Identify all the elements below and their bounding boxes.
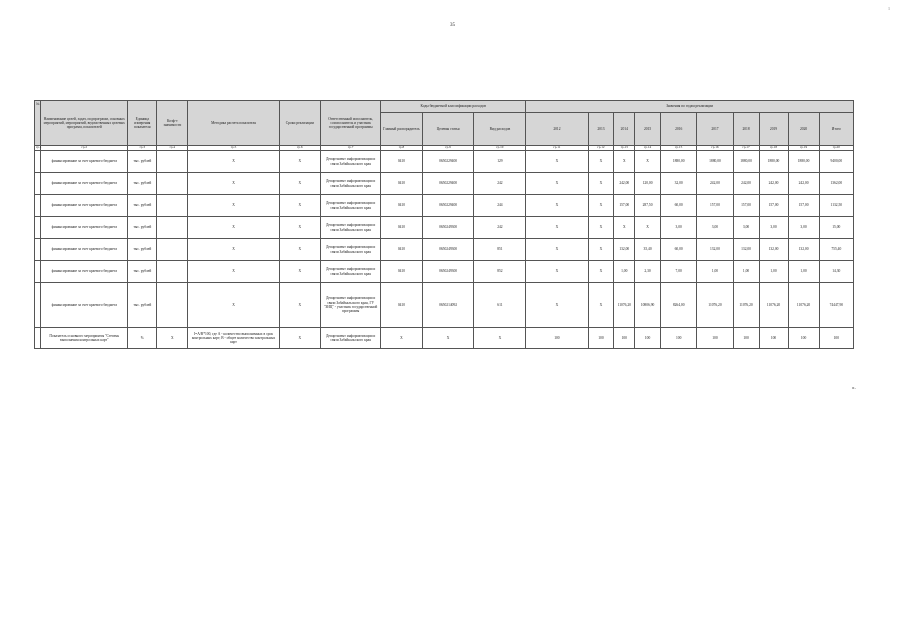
header-year: 2018	[733, 113, 759, 146]
row-name: финансирование за счет краевого бюджета	[41, 283, 128, 328]
row-value: X	[526, 173, 588, 195]
row-value: 1880,00	[661, 151, 697, 173]
row-value: X	[588, 195, 614, 217]
row-value: 242,00	[788, 173, 819, 195]
row-value: 1,00	[733, 261, 759, 283]
row-term: X	[279, 239, 320, 261]
col-number: гр.9	[422, 146, 474, 151]
col-number: гр.11	[526, 146, 588, 151]
row-executor: Департамент информатизации и связи Забайкальского края	[321, 195, 381, 217]
row-value: 10806,90	[635, 283, 661, 328]
row-value: X	[526, 217, 588, 239]
indicator-kind: X	[474, 328, 526, 349]
col-number: гр.1	[36, 145, 42, 150]
indicator-row	[35, 328, 854, 349]
row-coef	[157, 283, 188, 328]
col-number: гр.13	[614, 146, 635, 151]
indicator-value: 100	[635, 328, 661, 349]
row-unit: тыс. рублей	[128, 283, 157, 328]
row-value: 157,00	[697, 195, 733, 217]
row-value: 11076,20	[614, 283, 635, 328]
col-number: гр.6	[279, 146, 320, 151]
row-value: 132,00	[697, 239, 733, 261]
row-kind: 851	[474, 239, 526, 261]
row-value: X	[588, 173, 614, 195]
row-target: 0650249300	[422, 217, 474, 239]
row-executor: Департамент информатизации и связи Забайкальского края	[321, 173, 381, 195]
header-year: 2013	[588, 113, 614, 146]
row-kind: 244	[474, 195, 526, 217]
row-value: X	[588, 239, 614, 261]
row-main: 0410	[381, 151, 422, 173]
row-value: 2,30	[635, 261, 661, 283]
indicator-target: X	[422, 328, 474, 349]
row-value: X	[526, 239, 588, 261]
indicator-total: 100	[819, 328, 853, 349]
row-total: 74447,90	[819, 283, 853, 328]
row-target: 0650249300	[422, 239, 474, 261]
row-name: финансирование за счет краевого бюджета	[41, 195, 128, 217]
col-number: гр.3	[128, 146, 157, 151]
row-value: X	[635, 151, 661, 173]
row-value: 3,00	[697, 217, 733, 239]
corner-mark: 1	[888, 6, 890, 11]
col-number: гр.17	[733, 146, 759, 151]
table-row	[35, 195, 854, 217]
row-unit: тыс. рублей	[128, 217, 157, 239]
header-name: Наименование целей, задач, подпрограмм, основных мероприятий, мероприятий, ведомственных целевых программ, показателей	[41, 101, 128, 146]
row-value: 1,00	[697, 261, 733, 283]
row-unit: тыс. рублей	[128, 239, 157, 261]
row-value: 157,00	[614, 195, 635, 217]
row-value: 3,00	[661, 217, 697, 239]
row-executor: Департамент информатизации и связи Забайкальского края	[321, 151, 381, 173]
row-value: 35,40	[635, 239, 661, 261]
row-term: X	[279, 195, 320, 217]
budget-table	[34, 100, 854, 349]
header-year: 2017	[697, 113, 733, 146]
row-value: X	[526, 151, 588, 173]
header-unit: Единица измерения показателя	[128, 101, 157, 146]
row-value: 3,00	[733, 217, 759, 239]
header-year: 2016	[661, 113, 697, 146]
row-unit: тыс. рублей	[128, 195, 157, 217]
row-value: X	[526, 283, 588, 328]
indicator-value: 100	[759, 328, 788, 349]
row-target: 0650229400	[422, 195, 474, 217]
col-number: гр.15	[661, 146, 697, 151]
row-total: 9400,00	[819, 151, 853, 173]
table-row	[35, 217, 854, 239]
row-name: финансирование за счет краевого бюджета	[41, 173, 128, 195]
header-year: 2019	[759, 113, 788, 146]
row-value: 8264,00	[661, 283, 697, 328]
indicator-value: 100	[788, 328, 819, 349]
header-year: 2014	[614, 113, 635, 146]
row-main: 0410	[381, 283, 422, 328]
indicator-value: 100	[588, 328, 614, 349]
row-value: X	[526, 195, 588, 217]
header-values: Значения по годам реализации	[526, 101, 854, 113]
row-value: 120,00	[635, 173, 661, 195]
indicator-term: X	[279, 328, 320, 349]
row-name: финансирование за счет краевого бюджета	[41, 151, 128, 173]
row-value: 242,00	[614, 173, 635, 195]
row-value: 242,00	[759, 173, 788, 195]
indicator-executor: Департамент информатизации и связи Забайкальского края	[321, 328, 381, 349]
header-year: 2015	[635, 113, 661, 146]
row-value: 242,00	[733, 173, 759, 195]
row-kind: 242	[474, 173, 526, 195]
row-main: 0410	[381, 173, 422, 195]
col-number: гр.14	[635, 146, 661, 151]
row-value: 157,00	[788, 195, 819, 217]
row-value: 1880,00	[759, 151, 788, 173]
row-value: 11076,20	[788, 283, 819, 328]
row-value: 11076,20	[733, 283, 759, 328]
col-number: гр.16	[697, 146, 733, 151]
row-value: 1880,00	[697, 151, 733, 173]
indicator-unit: %	[128, 328, 157, 349]
header-code-kind: Вид расходов	[474, 113, 526, 146]
header-coef: Коэф-т значимости	[157, 101, 188, 146]
table-row	[35, 151, 854, 173]
col-number: гр.19	[788, 146, 819, 151]
row-target: 0650249300	[422, 261, 474, 283]
row-kind: 852	[474, 261, 526, 283]
row-main: 0410	[381, 261, 422, 283]
row-term: X	[279, 173, 320, 195]
header-no: №	[35, 101, 41, 146]
table-row	[35, 261, 854, 283]
row-main: 0410	[381, 239, 422, 261]
row-coef	[157, 173, 188, 195]
row-term: X	[279, 283, 320, 328]
row-total: 755,40	[819, 239, 853, 261]
row-value: 132,00	[614, 239, 635, 261]
row-unit: тыс. рублей	[128, 261, 157, 283]
row-value: X	[526, 261, 588, 283]
page-number: 35	[450, 23, 455, 28]
header-year: 2020	[788, 113, 819, 146]
row-value: 60,00	[661, 239, 697, 261]
row-name: финансирование за счет краевого бюджета	[41, 239, 128, 261]
row-value: 3,00	[788, 217, 819, 239]
row-value: 11076,20	[697, 283, 733, 328]
indicator-value: 100	[614, 328, 635, 349]
row-value: X	[588, 217, 614, 239]
header-total: Итого	[819, 113, 853, 146]
row-executor: Департамент информатизации и связи Забайкальского края	[321, 239, 381, 261]
row-executor: Департамент информатизации и связи Забайкальского края, ГУ "ЗИЦ" - участник государственной программы	[321, 283, 381, 328]
col-number: гр.8	[381, 146, 422, 151]
row-target: 0650229400	[422, 173, 474, 195]
header-term: Сроки реализации	[279, 101, 320, 146]
row-value: 132,00	[733, 239, 759, 261]
header-year: 2012	[526, 113, 588, 146]
row-kind: 129	[474, 151, 526, 173]
indicator-value: 100	[526, 328, 588, 349]
row-value: 60,00	[661, 195, 697, 217]
col-number: гр.5	[188, 146, 279, 151]
col-number: гр.18	[759, 146, 788, 151]
row-target: 0650214092	[422, 283, 474, 328]
row-target: 0650229400	[422, 151, 474, 173]
col-number: гр.20	[819, 146, 853, 151]
row-kind: 611	[474, 283, 526, 328]
indicator-main: X	[381, 328, 422, 349]
col-number: гр.7	[321, 146, 381, 151]
row-value: 1,00	[759, 261, 788, 283]
row-method: X	[188, 261, 279, 283]
row-coef	[157, 239, 188, 261]
row-coef	[157, 217, 188, 239]
col-number: гр.10	[474, 146, 526, 151]
row-value: X	[635, 217, 661, 239]
row-method: X	[188, 239, 279, 261]
row-executor: Департамент информатизации и связи Забайкальского края	[321, 261, 381, 283]
col-number: гр.2	[41, 146, 128, 151]
table-row	[35, 239, 854, 261]
header-code-main: Главный распорядитель	[381, 113, 422, 146]
row-executor: Департамент информатизации и связи Забайкальского края	[321, 217, 381, 239]
row-total: 14,30	[819, 261, 853, 283]
end-mark: ».	[852, 386, 856, 391]
row-main: 0410	[381, 195, 422, 217]
row-method: X	[188, 217, 279, 239]
col-number: гр.12	[588, 146, 614, 151]
table-row	[35, 283, 854, 328]
header-codes: Коды бюджетной классификации расходов	[381, 101, 526, 113]
row-value: 157,00	[733, 195, 759, 217]
row-value: 242,00	[697, 173, 733, 195]
row-value: X	[588, 261, 614, 283]
row-coef	[157, 151, 188, 173]
row-term: X	[279, 217, 320, 239]
row-value: 1880,00	[788, 151, 819, 173]
row-value: X	[588, 151, 614, 173]
row-value: 1,00	[614, 261, 635, 283]
row-kind: 242	[474, 217, 526, 239]
row-unit: тыс. рублей	[128, 151, 157, 173]
row-value: 11076,20	[759, 283, 788, 328]
indicator-value: 100	[733, 328, 759, 349]
row-name: финансирование за счет краевого бюджета	[41, 217, 128, 239]
indicator-value: 100	[697, 328, 733, 349]
row-value: 287,50	[635, 195, 661, 217]
row-value: 32,00	[661, 173, 697, 195]
indicator-value: 100	[661, 328, 697, 349]
row-method: X	[188, 173, 279, 195]
row-value: X	[614, 151, 635, 173]
col-number: гр.4	[157, 146, 188, 151]
header-executor: Ответственный исполнитель, соисполнитель и участник государственной программы	[321, 101, 381, 146]
row-value: 132,00	[788, 239, 819, 261]
row-total: 15,00	[819, 217, 853, 239]
row-total: 1362,00	[819, 173, 853, 195]
row-value: 1,00	[788, 261, 819, 283]
row-main: 0410	[381, 217, 422, 239]
header-code-target: Целевая статья	[422, 113, 474, 146]
row-value: X	[588, 283, 614, 328]
row-value: 3,00	[759, 217, 788, 239]
header-method: Методика расчета показателя	[188, 101, 279, 146]
row-name: финансирование за счет краевого бюджета	[41, 261, 128, 283]
row-coef	[157, 195, 188, 217]
row-value: 7,00	[661, 261, 697, 283]
row-unit: тыс. рублей	[128, 173, 157, 195]
row-method: X	[188, 151, 279, 173]
row-value: 132,00	[759, 239, 788, 261]
row-value: 1880,00	[733, 151, 759, 173]
indicator-method: I=А/В*100, где А - количество выполненных в срок контрольных карт; В - общее количество контрольных карт	[188, 328, 279, 349]
indicator-name: Показатель основного мероприятия "Степень выполнения контрольных карт"	[41, 328, 128, 349]
row-value: 157,00	[759, 195, 788, 217]
row-total: 1132,50	[819, 195, 853, 217]
row-term: X	[279, 261, 320, 283]
row-method: X	[188, 283, 279, 328]
row-term: X	[279, 151, 320, 173]
row-value: X	[614, 217, 635, 239]
row-method: X	[188, 195, 279, 217]
indicator-coef: X	[157, 328, 188, 349]
table-row	[35, 173, 854, 195]
row-coef	[157, 261, 188, 283]
